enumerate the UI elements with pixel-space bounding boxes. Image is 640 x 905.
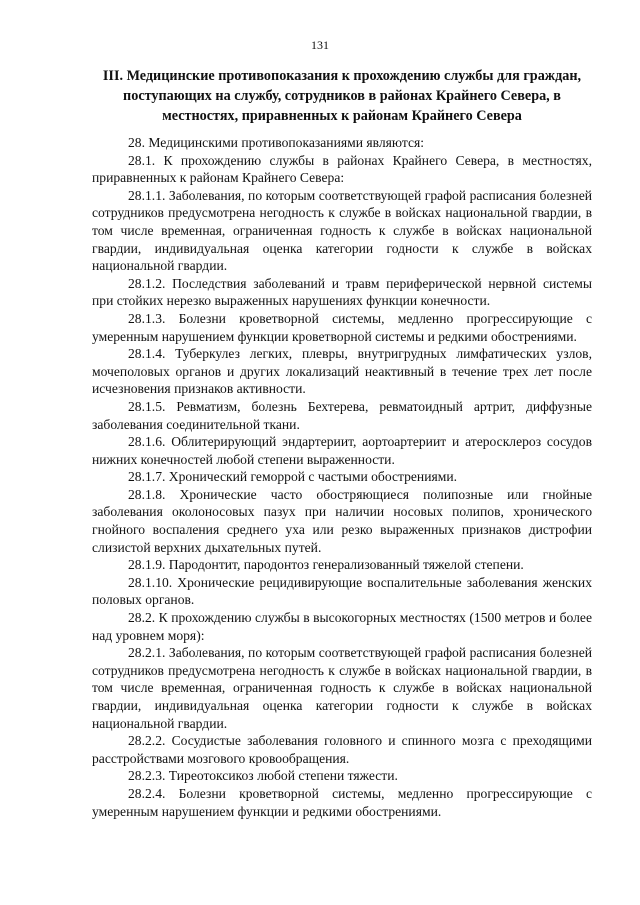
paragraph: 28.1.5. Ревматизм, болезнь Бехтерева, ревматоидный артрит, диффузные заболевания соединительной ткани. [92, 398, 592, 432]
paragraph: 28.1.10. Хронические рецидивирующие воспалительные заболевания женских половых органов. [92, 574, 592, 608]
paragraph: 28.2.1. Заболевания, по которым соответствующей графой расписания болезней сотрудников предусмотрена негодность к службе в войсках национальной гвардии, в том числе временная, ограниченная годность к службе в войсках национальной гвардии, индивидуальная оценка категории годности к службе в войсках национальной гвардии. [92, 645, 592, 731]
paragraph: 28.1.8. Хронические часто обостряющиеся полипозные или гнойные заболевания околоносовых пазух при наличии носовых полипов, хронического гнойного воспаления среднего уха или резко выраженных признаков дистрофии слизистой верхних дыхательных путей. [92, 486, 592, 555]
paragraph: 28.2. К прохождению службы в высокогорных местностях (1500 метров и более над уровнем моря): [92, 610, 592, 643]
section-heading: III. Медицинские противопоказания к прохождению службы для граждан, поступающих на службу, сотрудников в районах Крайнего Севера, в местностях, приравненных к районам Крайнего Севера [102, 68, 582, 124]
paragraph: 28.2.4. Болезни кроветворной системы, медленно прогрессирующие с умеренным нарушением функции и редкими обострениями. [92, 785, 592, 819]
paragraph: 28.1.2. Последствия заболеваний и травм периферической нервной системы при стойких нерезко выраженных нарушениях функции конечности. [92, 275, 592, 309]
paragraph: 28. Медицинскими противопоказаниями являются: [128, 135, 425, 150]
paragraph: 28.1.3. Болезни кроветворной системы, медленно прогрессирующие с умеренным нарушением функции кроветворной системы и редкими обострениями. [92, 310, 592, 344]
paragraph: 28.2.3. Тиреотоксикоз любой степени тяжести. [128, 768, 398, 784]
paragraph: 28.2.2. Сосудистые заболевания головного и спинного мозга с преходящими расстройствами мозгового кровообращения. [92, 733, 592, 766]
paragraph: 28.1. К прохождению службы в районах Крайнего Севера, в местностях, приравненных к районам Крайнего Севера: [92, 152, 592, 186]
body-text [92, 134, 592, 820]
page-number: 131 [311, 38, 329, 52]
paragraph: 28.1.1. Заболевания, по которым соответствующей графой расписания болезней сотрудников предусмотрена негодность к службе в войсках национальной гвардии, в том числе временная, ограниченная годность к службе в войсках национальной гвардии, индивидуальная оценка категории годности к службе в войсках национальной гвардии. [92, 187, 592, 274]
paragraph: 28.1.9. Пародонтит, пародонтоз генерализованный тяжелой степени. [128, 557, 524, 573]
paragraph: 28.1.7. Хронический геморрой с частыми обострениями. [128, 469, 458, 485]
paragraph: 28.1.6. Облитерирующий эндартериит, аортоартериит и атеросклероз сосудов нижних конечностей любой степени выраженности. [92, 434, 592, 467]
paragraph: 28.1.4. Туберкулез легких, плевры, внутригрудных лимфатических узлов, мочеполовых органов и других локализаций неактивный в течение трех лет после исчезновения признаков активности. [92, 346, 592, 397]
